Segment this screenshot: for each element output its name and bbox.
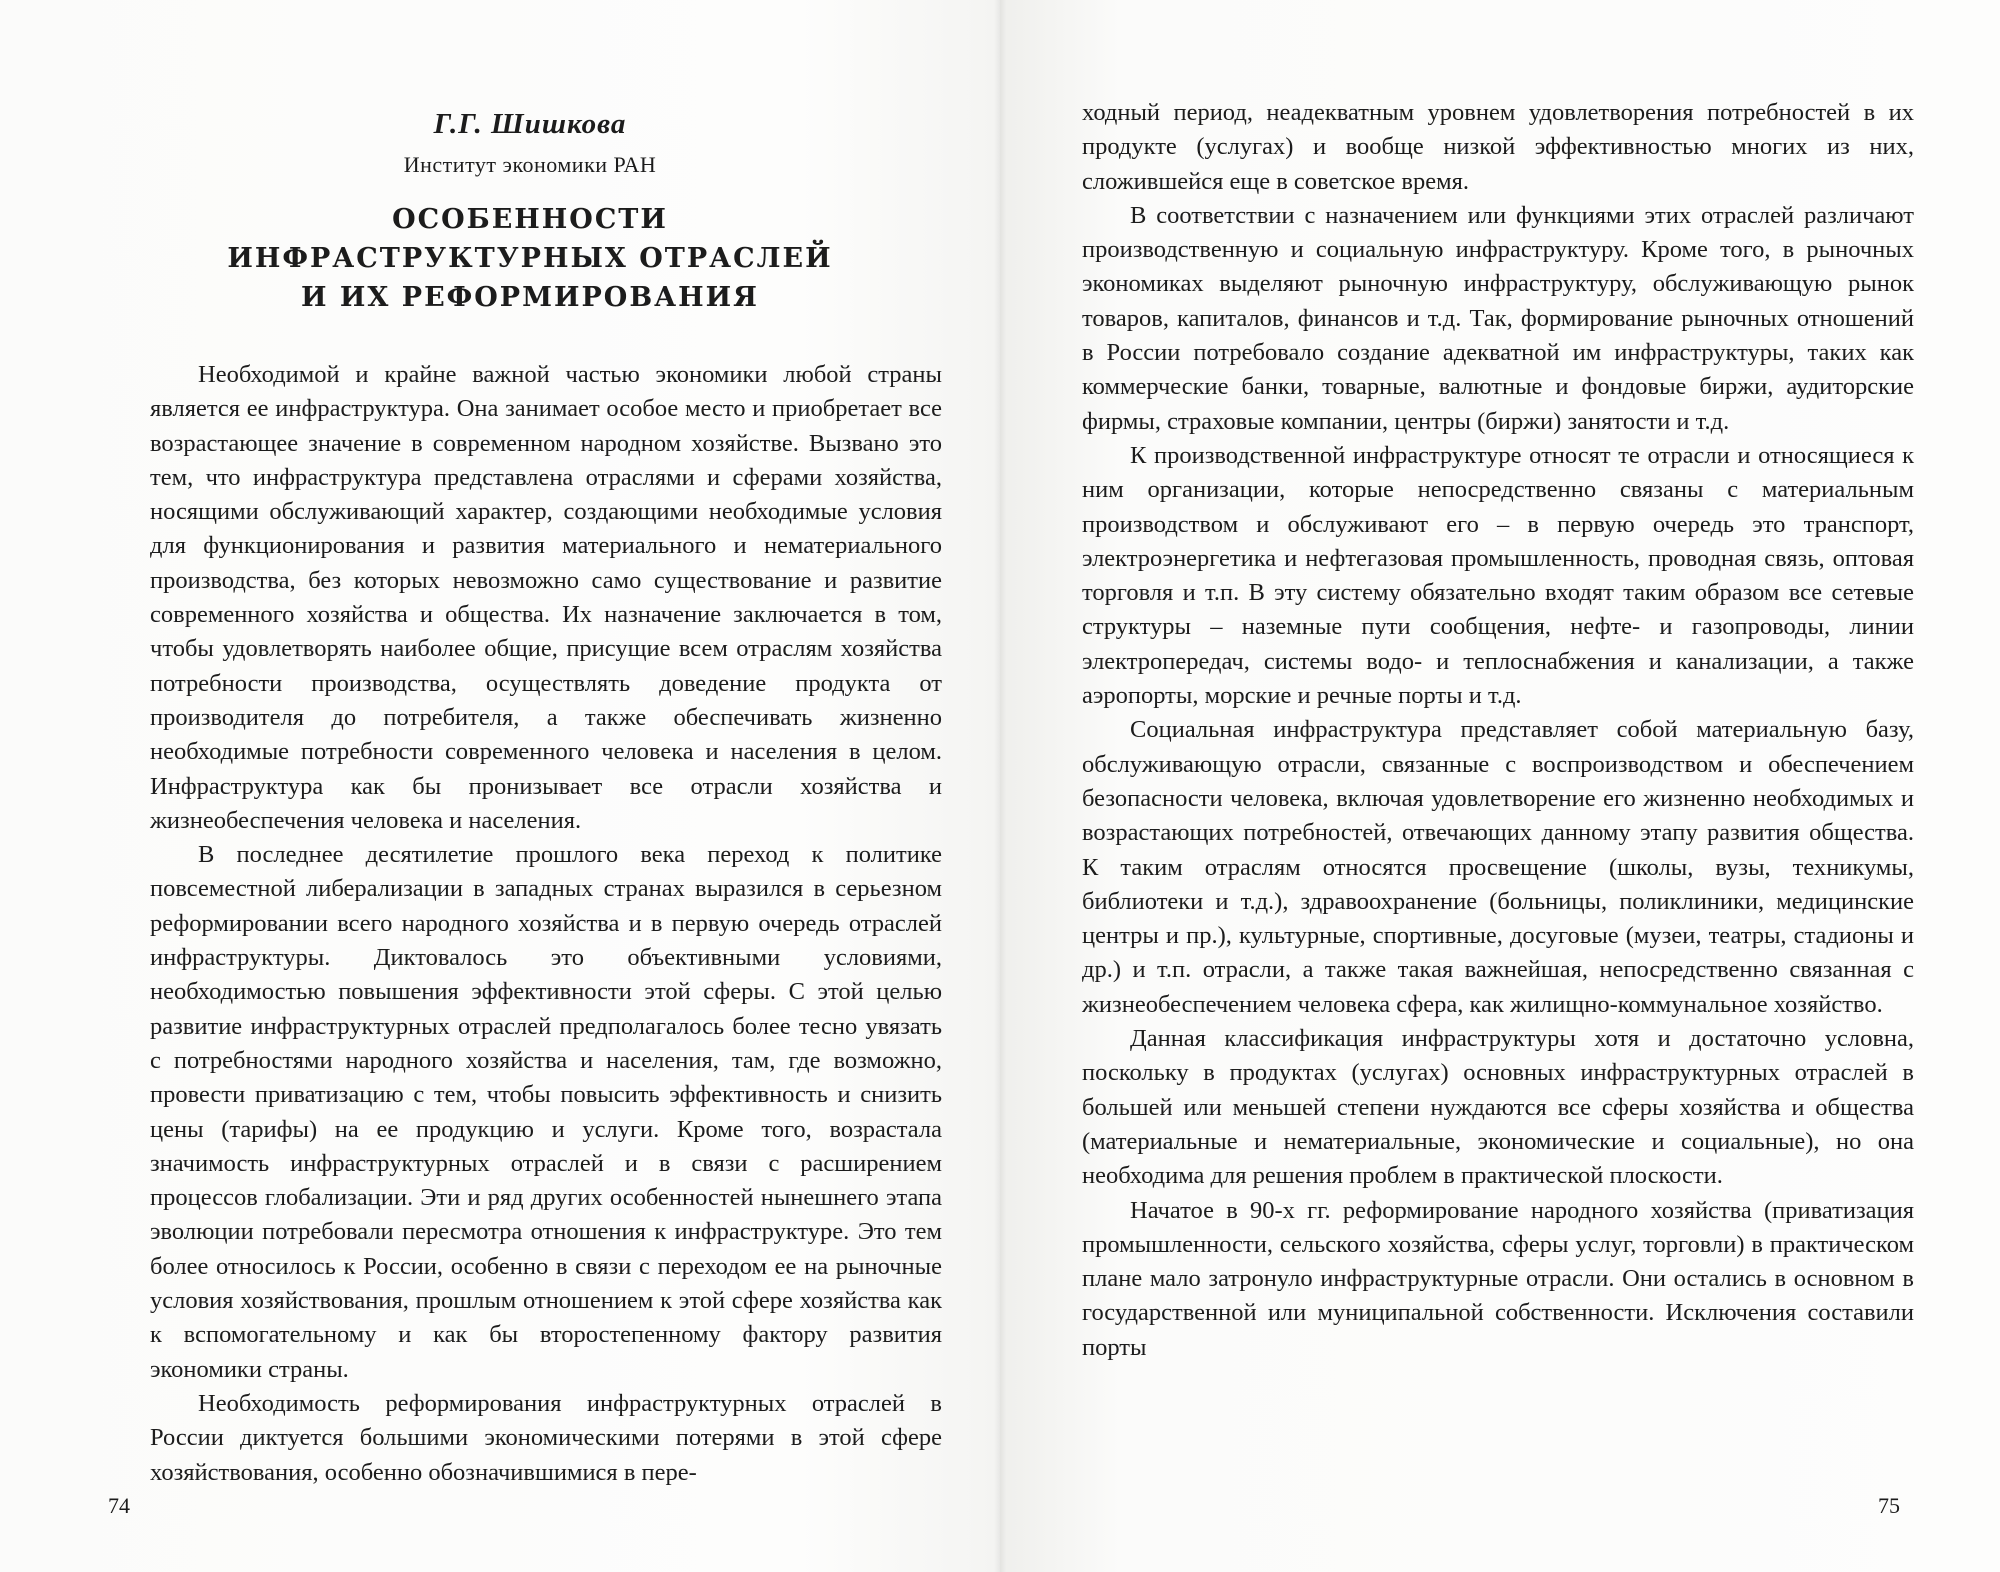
right-body-text bbox=[1082, 96, 1914, 1365]
paragraph: Необходимость реформирования инфраструктурных отраслей в России диктуется большими экономическими потерями в этой сфере хозяйствования, особенно обозначившимися в пере- bbox=[150, 1389, 942, 1486]
left-body-text bbox=[150, 358, 942, 1490]
paragraph: В соответствии с назначением или функциями этих отраслей различают производственную и социальную инфраструктуру. Кроме того, в рыночных экономиках выделяют рыночную инфраструктуру, обслуживающую рынок товаров, капиталов, финансов и т.д. Так, формирование рыночных отношений в России потребовало создание адекватной им инфраструктуры, таких как коммерческие банки, товарные, валютные и фондовые биржи, аудиторские фирмы, страховые компании, центры (биржи) занятости и т.д. bbox=[1082, 201, 1914, 435]
article-title bbox=[110, 200, 950, 317]
paragraph: В последнее десятилетие прошлого века переход к политике повсеместной либерализации в западных странах выразился в серьезном реформировании всего народного хозяйства и в первую очередь отраслей инфраструктуры. Диктовалось это объективными условиями, необходимостью повышения эффективности этой сферы. С этой целью развитие инфраструктурных отраслей предполагалось более тесно увязать с потребностями народного хозяйства и населения, там, где возможно, провести приватизацию с тем, чтобы повысить эффективность и снизить цены (тарифы) на ее продукцию и услуги. Кроме того, возрастала значимость инфраструктурных отраслей и в связи с расширением процессов глобализации. Эти и ряд других особенностей нынешнего этапа эволюции потребовали пересмотра отношения к инфраструктуре. Это тем более относилось к России, особенно в связи с переходом ее на рыночные условия хозяйствования, прошлым отношением к этой сфере хозяйства как к вспомогательному и как бы второстепенному фактору развития экономики страны. bbox=[150, 841, 942, 1383]
book-gutter bbox=[994, 0, 1006, 1572]
page-number-left: 74 bbox=[108, 1493, 130, 1518]
paragraph-continuation: ходный период, неадекватным уровнем удовлетворения потребностей в их продукте (услугах) и вообще низкой эффективностью многих из них, сложившейся еще в советское время. bbox=[1082, 99, 1914, 195]
page-number-right: 75 bbox=[1878, 1493, 1900, 1518]
paragraph: К производственной инфраструктуре относят те отрасли и относящиеся к ним организации, которые непосредственно связаны с материальным производством и обслуживают его – в первую очередь это транспорт, электроэнергетика и нефтегазовая промышленность, проводная связь, оптовая торговля и т.п. В эту систему обязательно входят таким образом все сетевые структуры – наземные пути сообщения, нефте- и газопроводы, линии электропередач, системы водо- и теплоснабжения и канализации, а также аэропорты, морские и речные порты и т.д. bbox=[1082, 441, 1914, 710]
title-line-1: ОСОБЕННОСТИ bbox=[392, 204, 668, 235]
title-line-3: И ИХ РЕФОРМИРОВАНИЯ bbox=[301, 282, 759, 313]
paragraph: Необходимой и крайне важной частью экономики любой страны является ее инфраструктура. Она занимает особое место и приобретает все возрастающее значение в современном народном хозяйстве. Вызвано это тем, что инфраструктура представлена отраслями и сферами хозяйства, носящими обслуживающий характер, создающими необходимые условия для функционирования и развития материального и нематериального производства, без которых невозможно само существование и развитие современного хозяйства и общества. Их назначение заключается в том, чтобы удовлетворять наиболее общие, присущие всем отраслям хозяйства потребности производства, осуществлять доведение продукта от производителя до потребителя, а также обеспечивать жизненно необходимые потребности современного человека и населения в целом. Инфраструктура как бы пронизывает все отрасли хозяйства и жизнеобеспечения человека и населения. bbox=[150, 361, 942, 834]
title-line-2: ИНФРАСТРУКТУРНЫХ ОТРАСЛЕЙ bbox=[227, 243, 833, 274]
paragraph: Начатое в 90-х гг. реформирование народного хозяйства (приватизация промышленности, сельского хозяйства, сферы услуг, торговли) в практическом плане мало затронуло инфраструктурные отрасли. Они остались в основном в государственной или муниципальной собственности. Исключения составили порты bbox=[1082, 1196, 1914, 1361]
paragraph: Социальная инфраструктура представляет собой материальную базу, обслуживающую отрасли, связанные с воспроизводством и обеспечением безопасности человека, включая удовлетворение его жизненно необходимых и возрастающих потребностей, отвечающих данному этапу развития общества. К таким отраслям относятся просвещение (школы, вузы, техникумы, библиотеки и т.д.), здравоохранение (больницы, поликлиники, медицинские центры и пр.), культурные, спортивные, досуговые (музеи, театры, стадионы и др.) и т.п. отрасли, а также такая важнейшая, непосредственно связанная с жизнеобеспечением человека сфера, как жилищно-коммунальное хозяйство. bbox=[1082, 716, 1914, 1018]
author-name: Г.Г. Шишкова bbox=[433, 108, 627, 140]
paragraph: Данная классификация инфраструктуры хотя и достаточно условна, поскольку в продуктах (услугах) основных инфраструктурных отраслей в большей или меньшей степени нуждаются все сферы хозяйства и общества (материальные и нематериальные, экономические и социальные), но она необходима для решения проблем в практической плоскости. bbox=[1082, 1025, 1914, 1190]
author-affiliation: Институт экономики РАН bbox=[403, 152, 657, 177]
